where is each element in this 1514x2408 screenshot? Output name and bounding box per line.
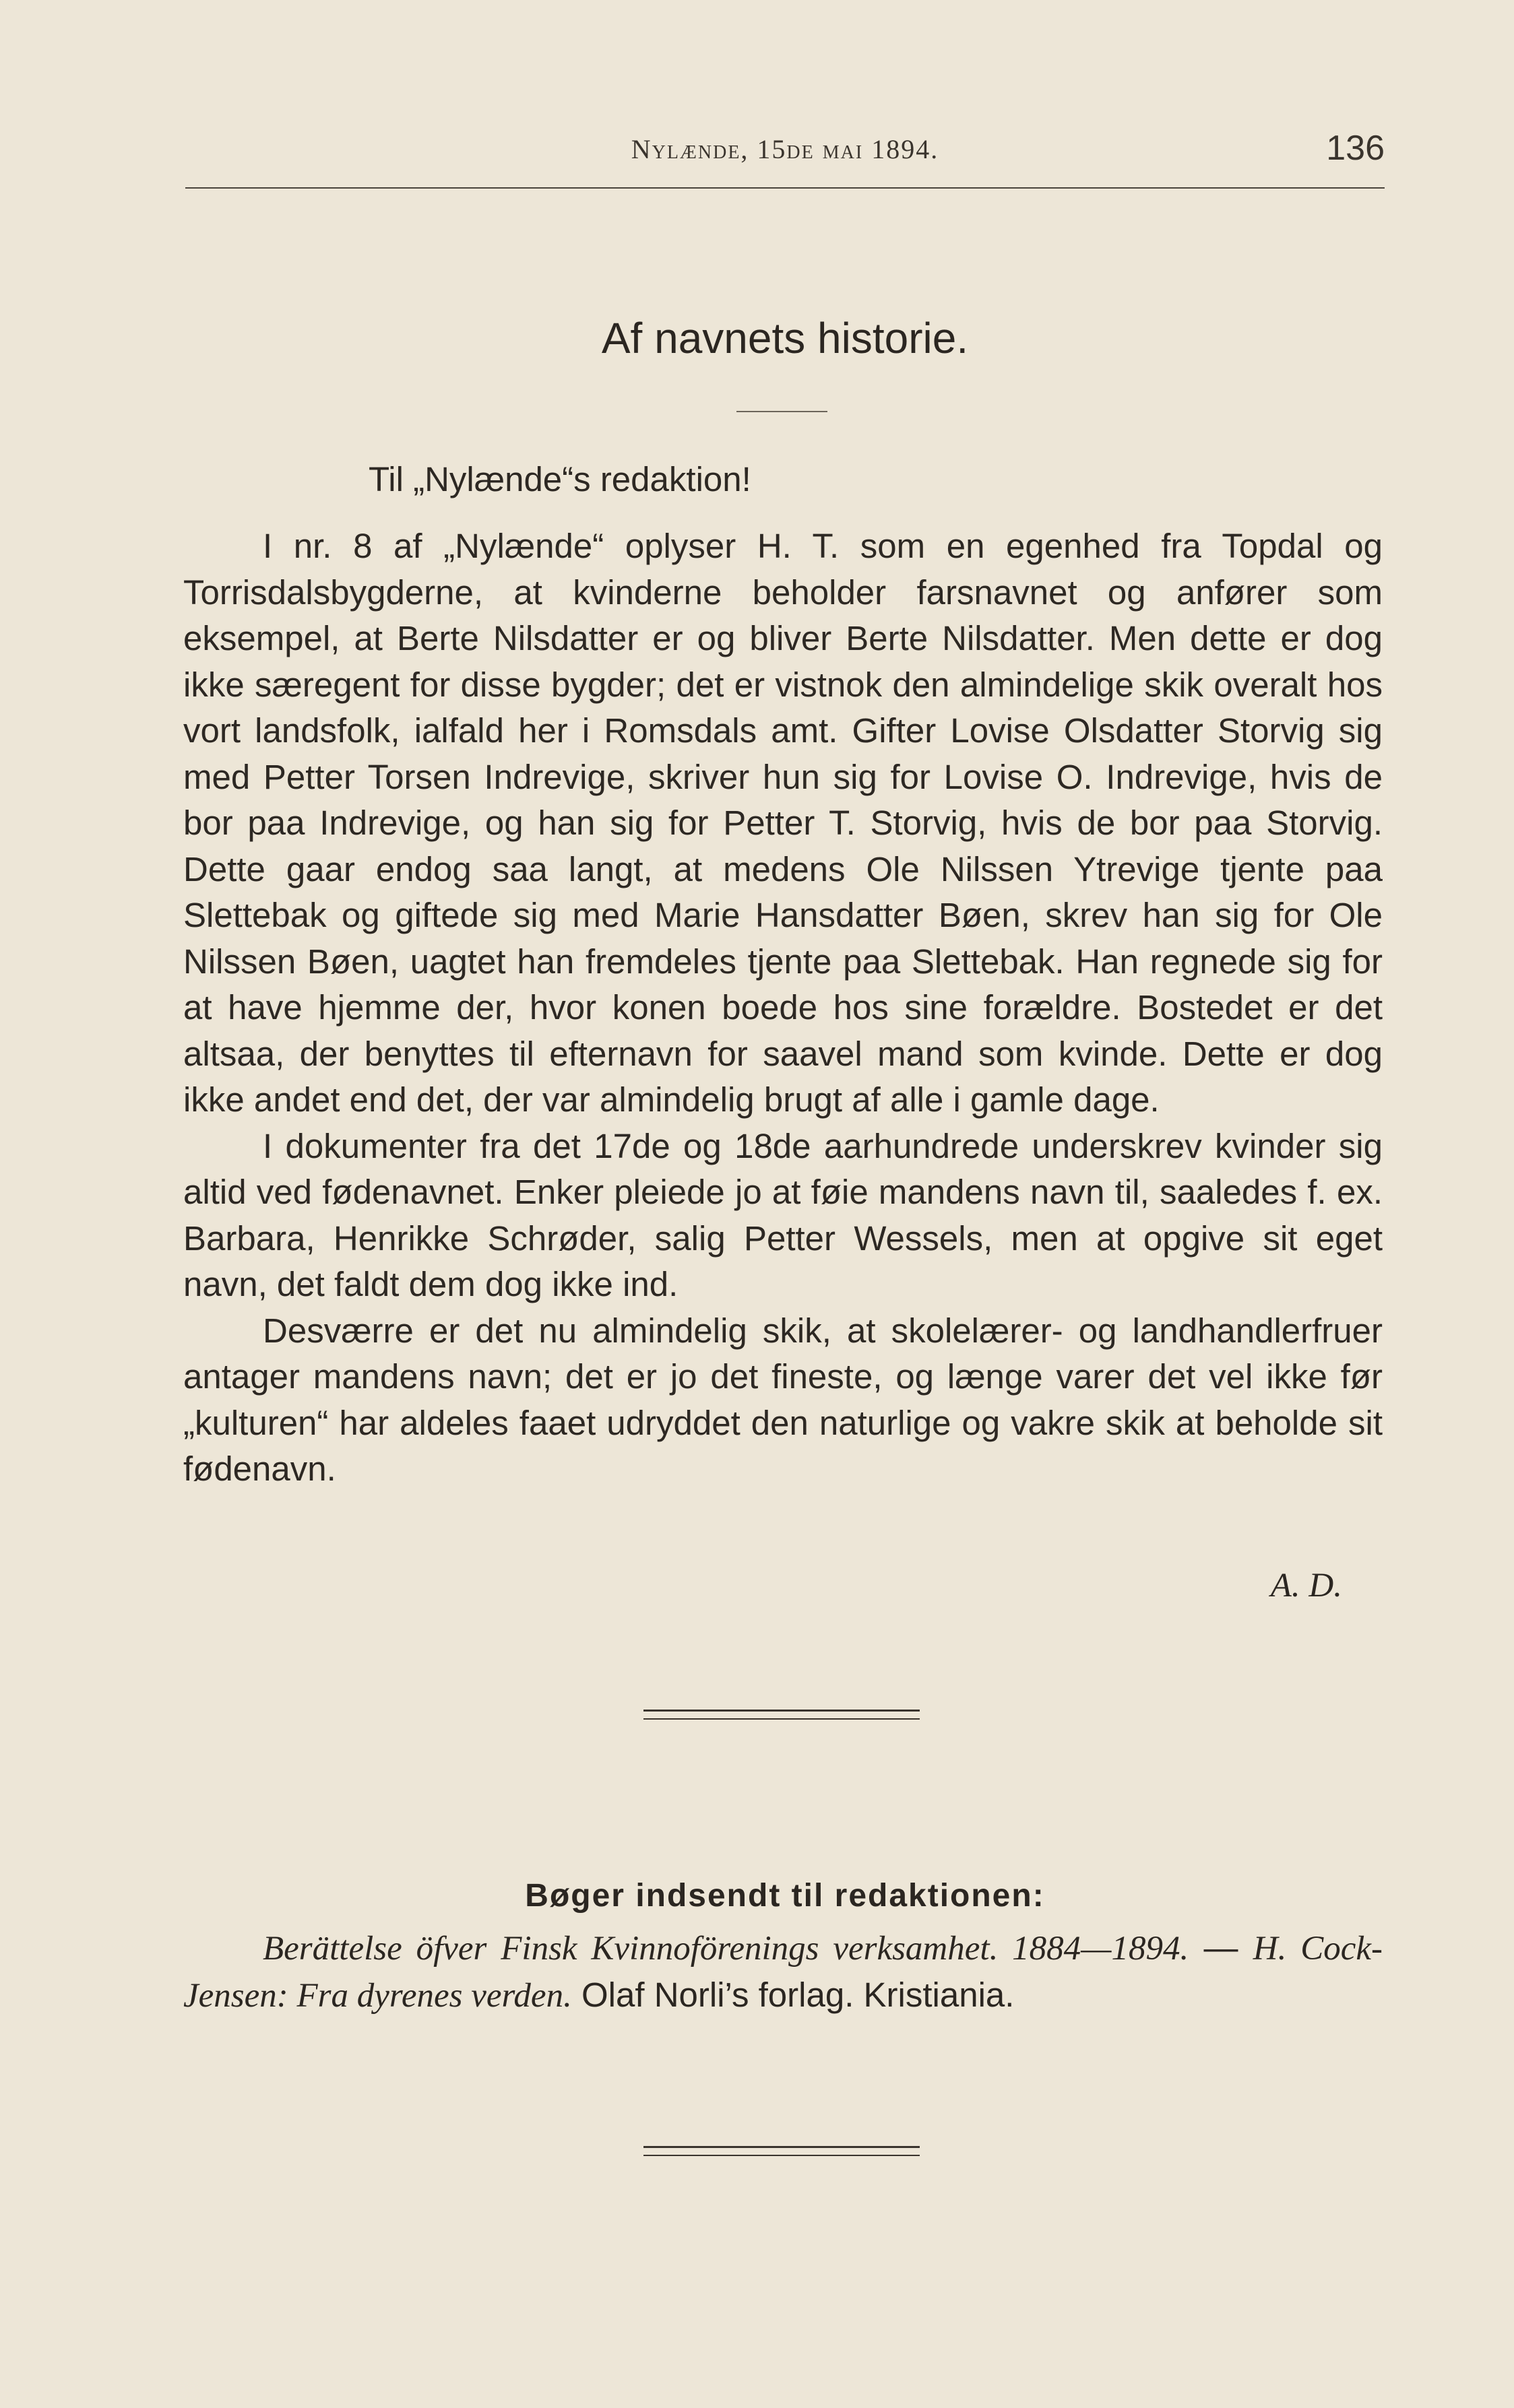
end-divider [643,2146,920,2156]
book-entry-2-title: H. Cock-Jensen: Fra dyrenes verden. [183,1930,1383,2015]
paragraph-1: I nr. 8 af „Nylænde“ oplyser H. T. som en egenhed fra Topdal og Torrisdalsbygderne, at kvinderne beholder farsnavnet og anfører som eksempel, at Berte Nilsdatter er og bliver Berte Nilsdatter. Men dette er dog ikke særegent for disse bygder; det er vistnok den almindelige skik overalt hos vort landsfolk, ialfald her i Romsdals amt. Gifter Lovise Olsdatter Storvig sig med Petter Torsen Indrevige, skriver hun sig for Lovise O. Indrevige, hvis de bor paa Indrevige, og han sig for Petter T. Storvig, hvis de bor paa Storvig. Dette gaar endog saa langt, at medens Ole Nilssen Ytrevige tjente paa Slettebak og giftede sig med Marie Hansdatter Bøen, skrev han sig for Ole Nilssen Bøen, uagtet han fremdeles tjente paa Slettebak. Han regnede sig for at have hjemme der, hvor konen boede hos sine forældre. Bostedet er det altsaa, der benyttes til efternavn for saavel mand som kvinde. Dette er dog ikke andet end det, der var almindelig brugt af alle i gamle dage. [183,527,1383,1119]
salutation: Til „Nylænde“s redaktion! [369,460,751,498]
section-divider [643,1710,920,1720]
signature: A. D. [1270,1567,1342,1604]
running-title: Nylænde, 15de mai 1894. [631,134,939,164]
paragraph-2: I dokumenter fra det 17de og 18de aarhundrede underskrev kvinder sig altid ved fødenavnet. Enker pleiede jo at føie mandens navn til, saaledes f. ex. Barbara, Henrikke Schrøder, salig Petter Wessels, men at opgive sit eget navn, det faldt dem dog ikke ind. [183,1126,1383,1303]
page-number: 136 [1326,129,1385,168]
article-title: Af navnets historie. [601,314,969,362]
book-separator: — [1189,1928,1253,1967]
title-rule [736,411,827,412]
book-entry-1-title: Berättelse öfver Finsk Kvinnoförenings verksamhet. 1884—1894. [263,1930,1189,1967]
page-header [185,128,1385,182]
article-body [183,523,1383,1493]
header-rule [185,187,1385,189]
books-heading: Bøger indsendt til redaktionen: [525,1878,1045,1914]
book-entry-2-publisher: Olaf Norli’s forlag. Kristiania. [571,1975,1015,2014]
paragraph-3: Desværre er det nu almindelig skik, at skolelærer- og landhandlerfruer antager mandens navn; det er jo det fineste, og længe varer det vel ikke før „kulturen“ har aldeles faaet udryddet den naturlige og vakre skik at beholde sit fødenavn. [183,1311,1383,1488]
books-list [183,1925,1383,2019]
